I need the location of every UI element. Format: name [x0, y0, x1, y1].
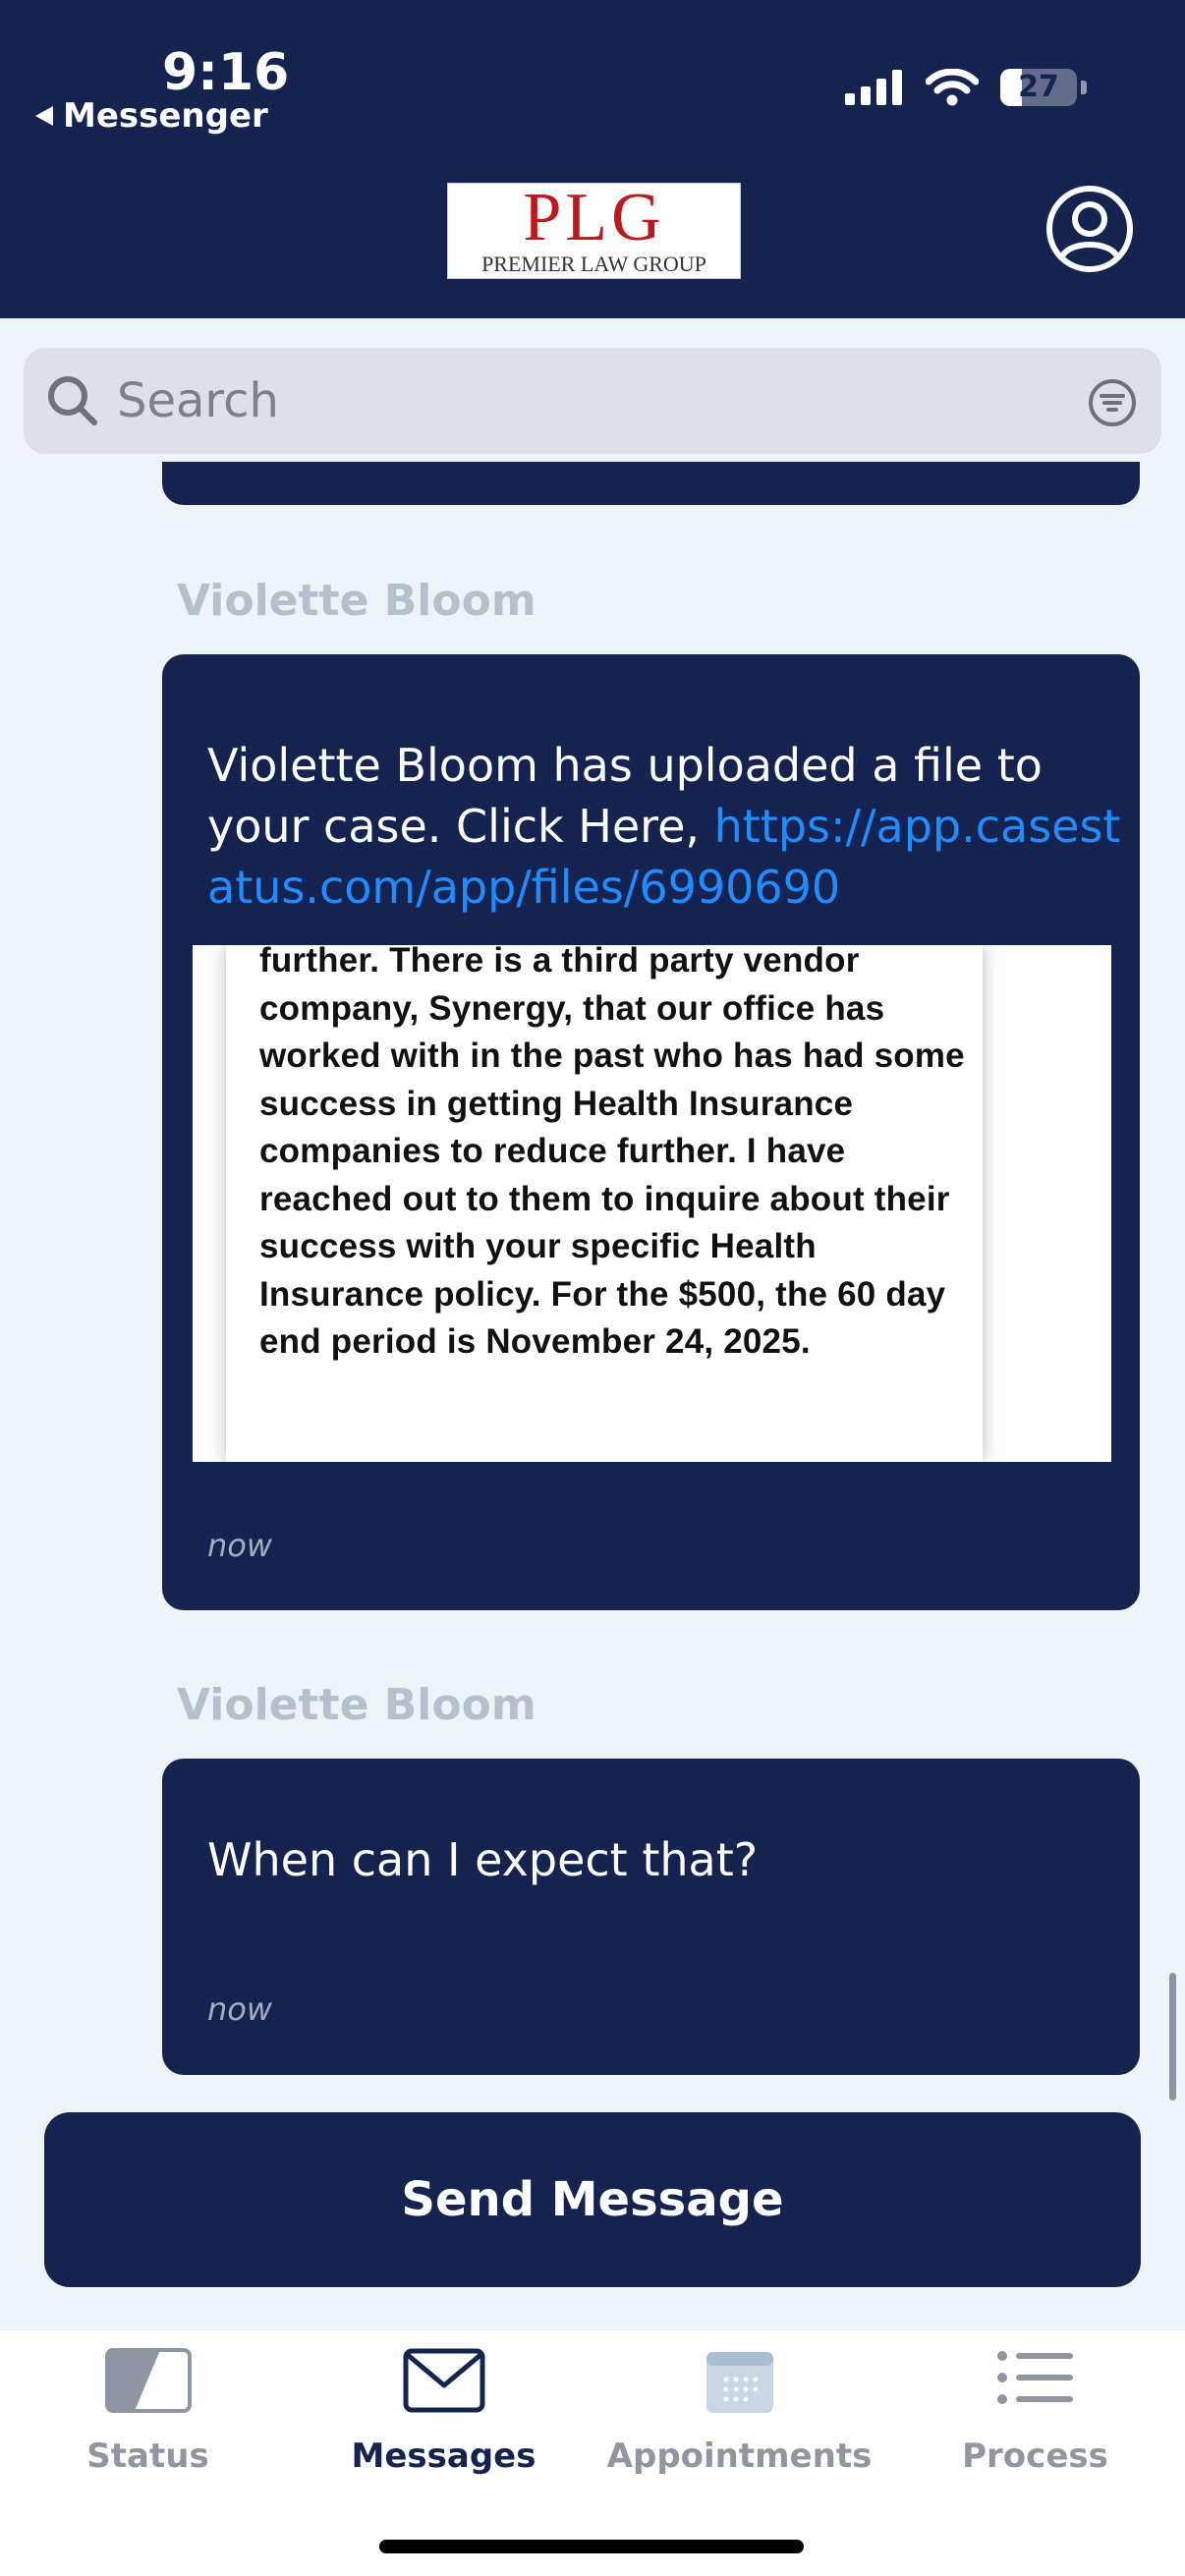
status-icon — [105, 2348, 192, 2413]
envelope-icon — [403, 2348, 485, 2413]
message-text-plain: Violette Bloom has uploaded a file to your case. Click Here, — [207, 739, 1043, 853]
tab-label: Appointments — [606, 2436, 873, 2476]
signal-icon — [845, 70, 904, 105]
file-attachment-preview[interactable] — [193, 945, 1111, 1462]
plg-logo — [447, 180, 741, 279]
message-sender: Violette Bloom — [177, 1680, 536, 1730]
message-timestamp: now — [207, 1990, 273, 2028]
wifi-icon — [926, 69, 979, 106]
list-icon — [996, 2348, 1075, 2407]
search-input[interactable] — [117, 348, 1001, 454]
tab-appointments[interactable] — [592, 2330, 887, 2488]
tab-messages[interactable] — [296, 2330, 592, 2488]
tab-label: Messages — [351, 2436, 536, 2476]
search-bar[interactable] — [24, 348, 1161, 454]
filter-icon[interactable] — [1087, 377, 1138, 428]
back-to-messenger[interactable] — [35, 96, 268, 136]
message-bubble — [162, 1759, 1140, 2075]
logo-letters: PLG — [523, 180, 665, 255]
tab-status[interactable] — [0, 2330, 296, 2488]
message-text: When can I expect that? — [207, 1833, 759, 1886]
search-icon — [45, 373, 100, 428]
message-text — [207, 735, 1121, 918]
previous-message-bubble — [162, 462, 1140, 505]
tab-label: Process — [962, 2436, 1108, 2476]
calendar-icon — [705, 2348, 775, 2415]
send-message-button[interactable]: Send Message — [44, 2112, 1141, 2287]
status-time: 9:16 — [162, 43, 290, 102]
message-timestamp: now — [207, 1527, 273, 1564]
message-sender: Violette Bloom — [177, 576, 536, 626]
tab-process[interactable] — [887, 2330, 1183, 2488]
back-label: Messenger — [63, 96, 268, 136]
battery-icon — [1000, 69, 1077, 106]
user-circle-icon[interactable] — [1044, 184, 1135, 274]
attachment-text: further. There is a third party vendor company, Synergy, that our office has worked with in the past who has had some success in getting Health Insurance companies to reduce further. I have reached out to them to inquire about their success with your specific Health Insurance policy. For the $500, the 60 day end period is November 24, 2025. — [259, 945, 965, 1361]
status-indicators — [845, 69, 1087, 106]
back-arrow-icon — [35, 106, 53, 126]
file-link[interactable]: https://app.casestatus.com/app/files/6990690 — [207, 800, 1121, 914]
scrollbar[interactable] — [1169, 1973, 1176, 2100]
battery-level: 27 — [1018, 70, 1059, 104]
home-indicator[interactable] — [379, 2540, 804, 2553]
tab-label: Status — [86, 2436, 209, 2476]
logo-firm-name: PREMIER LAW GROUP — [481, 252, 706, 276]
